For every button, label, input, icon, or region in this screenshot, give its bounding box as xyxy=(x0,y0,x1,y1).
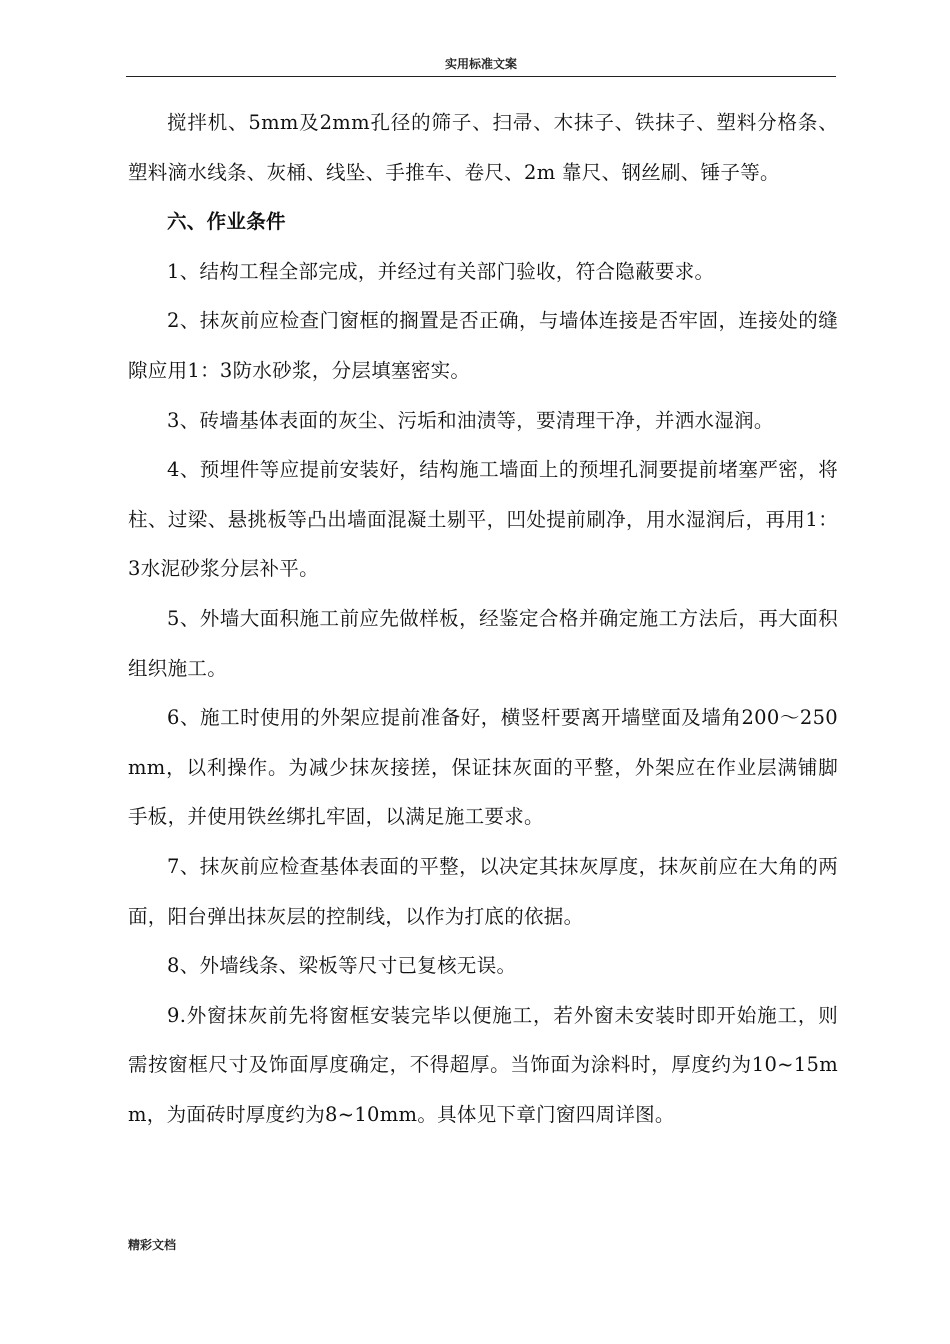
document-body xyxy=(128,98,838,1139)
header-title: 实用标准文案 xyxy=(444,57,517,71)
paragraph-condition-1: 1、结构工程全部完成，并经过有关部门验收，符合隐蔽要求。 xyxy=(167,259,715,283)
page-header xyxy=(126,56,836,77)
page-footer: 精彩文档 xyxy=(128,1238,177,1252)
paragraph-tools: 搅拌机、5mm及2mm孔径的筛子、扫帚、木抹子、铁抹子、塑料分格条、塑料滴水线条、灰桶、线坠、手推车、卷尺、2m 靠尺、钢丝刷、锤子等。 xyxy=(128,111,838,184)
paragraph-condition-8: 8、外墙线条、梁板等尺寸已复核无误。 xyxy=(167,954,517,978)
paragraph-condition-9: 9.外窗抹灰前先将窗框安装完毕以便施工，若外窗未安装时即开始施工，则需按窗框尺寸及饰面厚度确定，不得超厚。当饰面为涂料时，厚度约为10~15mm，为面砖时厚度约为8~10mm。具体见下章门窗四周详图。 xyxy=(128,1003,838,1126)
paragraph-condition-4: 4、预埋件等应提前安装好，结构施工墙面上的预埋孔洞要提前堵塞严密，将柱、过梁、悬挑板等凸出墙面混凝土剔平，凹处提前刷净，用水湿润后，再用1：3水泥砂浆分层补平。 xyxy=(128,458,838,581)
paragraph-condition-2: 2、抹灰前应检查门窗框的搁置是否正确，与墙体连接是否牢固，连接处的缝隙应用1：3防水砂浆，分层填塞密实。 xyxy=(128,309,838,382)
paragraph-condition-5: 5、外墙大面积施工前应先做样板，经鉴定合格并确定施工方法后，再大面积组织施工。 xyxy=(128,606,838,680)
section-heading-work-conditions: 六、作业条件 xyxy=(167,210,286,234)
paragraph-condition-6: 6、施工时使用的外架应提前准备好，横竖杆要离开墙壁面及墙角200～250mm，以利操作。为减少抹灰接搓，保证抹灰面的平整，外架应在作业层满铺脚手板，并使用铁丝绑扎牢固，以满足施工要求。 xyxy=(128,706,838,829)
paragraph-condition-3: 3、砖墙基体表面的灰尘、污垢和油渍等，要清理干净，并洒水湿润。 xyxy=(167,408,774,432)
paragraph-condition-7: 7、抹灰前应检查基体表面的平整，以决定其抹灰厚度，抹灰前应在大角的两面，阳台弹出抹灰层的控制线，以作为打底的依据。 xyxy=(128,854,838,928)
